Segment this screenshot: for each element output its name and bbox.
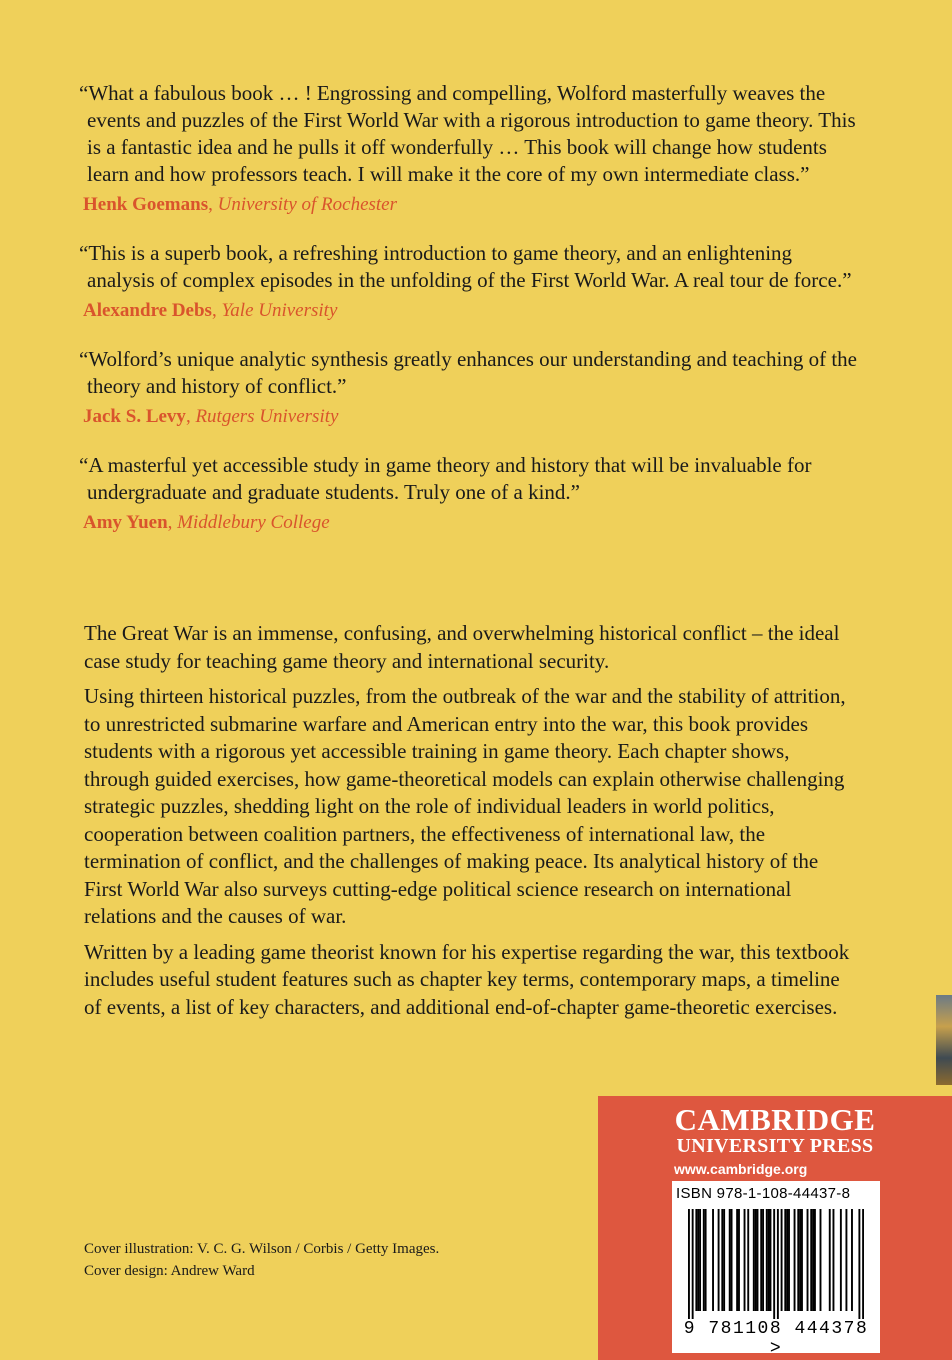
barcode-bar (786, 1209, 788, 1311)
illustration-credit: Cover illustration: V. C. G. Wilson / Corbis / Getty Images. (84, 1241, 440, 1257)
front-cover-edge-strip (936, 995, 952, 1085)
barcode-bar (766, 1209, 768, 1311)
endorsement (79, 240, 859, 324)
barcode-bar (721, 1209, 723, 1311)
barcode-bar (738, 1209, 740, 1311)
endorser-name: Henk Goemans (83, 194, 209, 215)
barcode-bar (851, 1209, 853, 1311)
endorsements (79, 80, 859, 558)
barcode-image (688, 1209, 864, 1319)
barcode-bar (757, 1209, 759, 1311)
cover-credits (84, 1238, 439, 1282)
endorsement-attribution: Jack S. Levy, Rutgers University (83, 406, 339, 427)
barcode-bar (723, 1209, 725, 1311)
barcode-bar (862, 1209, 864, 1319)
barcode-bar (820, 1209, 822, 1311)
barcode-bar (695, 1209, 697, 1311)
barcode-bar (753, 1209, 755, 1311)
barcode-bar (788, 1209, 790, 1311)
endorsement (79, 80, 859, 218)
barcode-bar (731, 1209, 733, 1311)
endorser-institution: University of Rochester (217, 194, 398, 215)
publisher-subname: UNIVERSITY PRESS (676, 1135, 874, 1157)
barcode-bar (705, 1209, 707, 1311)
book-description (84, 620, 854, 1029)
endorser-institution: Rutgers University (195, 406, 339, 427)
barcode-bar (794, 1209, 796, 1311)
endorser-institution: Middlebury College (177, 512, 330, 533)
description-paragraph: The Great War is an immense, confusing, and overwhelming historical conflict – the ideal case study for teaching game theory and international security. (84, 621, 840, 673)
endorser-name: Amy Yuen (83, 512, 168, 533)
barcode-bar (812, 1209, 814, 1311)
description-paragraph: Using thirteen historical puzzles, from the outbreak of the war and the stability of attrition, to unrestricted submarine warfare and American entry into the war, this book provides students with a rigorous yet accessible training in game theory. Each chapter shows, through guided exercises, how game-theoretical models can explain otherwise challenging strategic puzzles, shedding light on the role of individual leaders in world politics, cooperation between coalition partners, the effectiveness of international law, the termination of conflict, and the challenges of making peace. Its analytical history of the First World War also surveys cutting-edge political science research on international relations and the causes of war. (84, 684, 846, 928)
endorser-name: Alexandre Debs (83, 300, 212, 321)
barcode-bar (797, 1209, 799, 1311)
barcode-bar (755, 1209, 757, 1311)
barcode-bar (858, 1209, 860, 1319)
isbn-label: ISBN 978-1-108-44437-8 (676, 1185, 851, 1202)
barcode-bar (799, 1209, 801, 1311)
endorsement-text: “A masterful yet accessible study in game theory and history that will be invaluable for undergraduate and graduate students. Truly one of a kind.” (79, 453, 812, 504)
barcode-bar (781, 1209, 783, 1311)
description-paragraph: Written by a leading game theorist known for his expertise regarding the war, this textbook includes useful student features such as chapter key terms, contemporary maps, a timeline of events, a list of key characters, and additional end-of-chapter game-theoretic exercises. (84, 939, 850, 1019)
barcode-bar (762, 1209, 764, 1311)
endorser-name: Jack S. Levy (83, 406, 186, 427)
barcode-bar (777, 1209, 779, 1319)
endorser-institution: Yale University (221, 300, 338, 321)
barcode-bar (712, 1209, 714, 1311)
barcode-bar (801, 1209, 803, 1311)
endorsement-text: “What a fabulous book … ! Engrossing and compelling, Wolford masterfully weaves the events and puzzles of the First World War with a rigorous introduction to game theory. This is a fantastic idea and he pulls it off wonderfully … This book will change how students learn and how professors teach. I will make it the core of my own intermediate class.” (79, 81, 856, 186)
barcode-bar (703, 1209, 705, 1311)
isbn-barcode-panel (672, 1181, 880, 1359)
barcode-bar (814, 1209, 816, 1311)
barcode-bar (807, 1209, 809, 1311)
barcode-bar (692, 1209, 694, 1319)
barcode-bar (718, 1209, 720, 1311)
barcode-bar (770, 1209, 772, 1311)
barcode-bar (760, 1209, 762, 1311)
publisher-name: CAMBRIDGE (674, 1102, 876, 1137)
publisher-url: www.cambridge.org (674, 1161, 808, 1177)
barcode-digits: 9 781108 444378 > (683, 1319, 869, 1359)
endorsement-attribution: Henk Goemans, University of Rochester (83, 194, 398, 215)
barcode-bar (699, 1209, 701, 1311)
barcode-bar (744, 1209, 746, 1311)
endorsement (79, 346, 859, 430)
barcode-bar (845, 1209, 847, 1311)
barcode-bar (736, 1209, 738, 1311)
endorsement-attribution: Alexandre Debs, Yale University (83, 300, 338, 321)
barcode-bar (810, 1209, 812, 1311)
endorsement-attribution: Amy Yuen, Middlebury College (83, 512, 330, 533)
barcode-bar (829, 1209, 831, 1311)
endorsement (79, 452, 859, 536)
barcode-bar (768, 1209, 770, 1311)
endorsement-text: “This is a superb book, a refreshing introduction to game theory, and an enlightening analysis of complex episodes in the unfolding of the First World War. A real tour de force.” (79, 241, 852, 292)
barcode-bar (747, 1209, 749, 1311)
barcode-bar (773, 1209, 775, 1319)
design-credit: Cover design: Andrew Ward (84, 1263, 255, 1279)
barcode-bar (697, 1209, 699, 1311)
barcode-bar (688, 1209, 690, 1319)
barcode-bar (729, 1209, 731, 1311)
barcode-bar (784, 1209, 786, 1311)
endorsement-text: “Wolford’s unique analytic synthesis greatly enhances our understanding and teaching of the theory and history of conflict.” (79, 347, 857, 398)
barcode-bar (833, 1209, 835, 1311)
barcode-bar (840, 1209, 842, 1311)
